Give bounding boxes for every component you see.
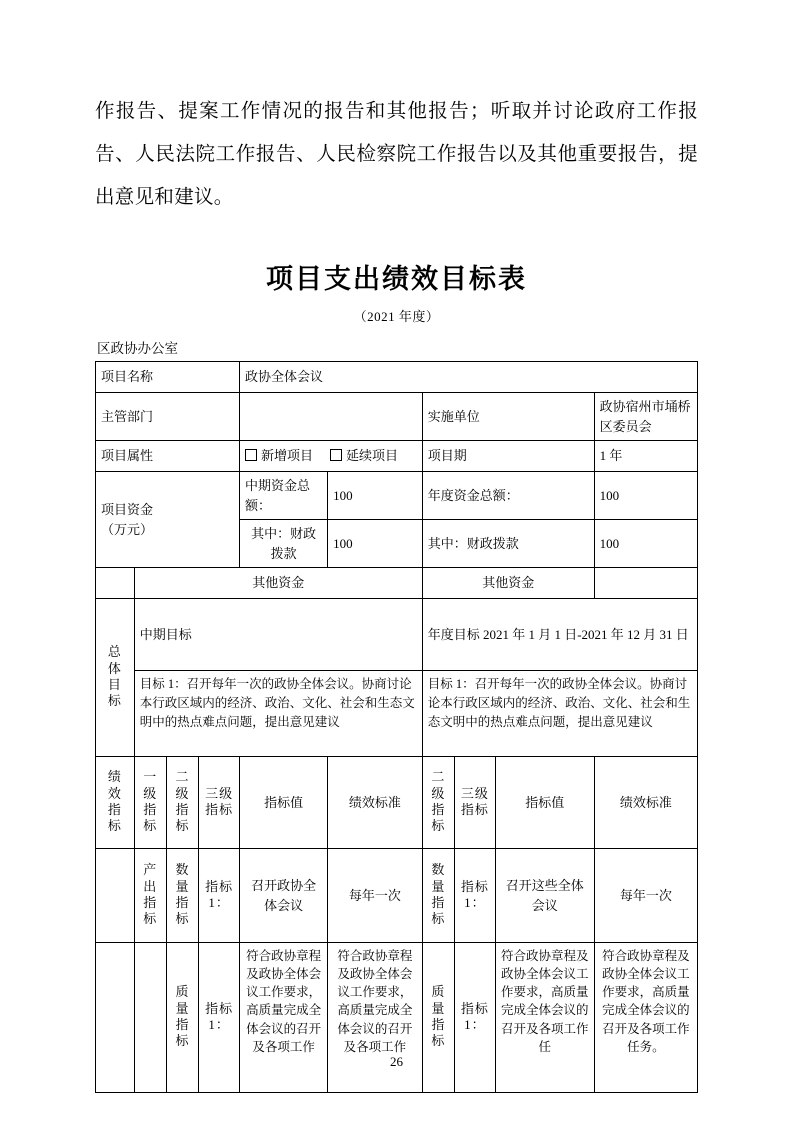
department-label: 主管部门 xyxy=(96,393,240,441)
table-row xyxy=(96,849,698,943)
table-row xyxy=(96,943,698,1093)
empty-cell xyxy=(594,568,697,599)
overall-goal-label xyxy=(96,599,135,757)
row1-level3 xyxy=(199,943,240,1093)
empty-cell xyxy=(96,849,135,943)
table-row xyxy=(96,472,698,520)
row0-level2-b xyxy=(422,849,454,943)
project-funds-title: 项目资金 xyxy=(101,502,154,517)
project-name-value: 政协全体会议 xyxy=(240,362,698,393)
row0-level2 xyxy=(166,849,198,943)
page-subtitle: （2021 年度） xyxy=(353,309,440,324)
row0-level3 xyxy=(199,849,240,943)
table-row xyxy=(96,393,698,441)
page-number: 26 xyxy=(390,1054,403,1069)
project-attribute-label: 项目属性 xyxy=(96,441,240,472)
year-goal-label: 年度目标 2021 年 1 月 1 日-2021 年 12 月 31 日 xyxy=(422,599,697,671)
other-funds-left: 其他资金 xyxy=(134,568,422,599)
goal1-left: 目标 1：召开每年一次的政协全体会议。协商讨论本行政区域内的经济、政治、文化、社会和生态文明中的热点难点问题，提出意见建议 xyxy=(134,671,422,757)
row0-level2-b-text: 数量指标 xyxy=(431,862,446,927)
col-level2-b xyxy=(422,757,454,849)
mid-fiscal-value: 100 xyxy=(328,520,423,568)
row0-level1-text: 产出指标 xyxy=(143,862,158,927)
empty-cell xyxy=(96,568,135,599)
col-level1 xyxy=(134,757,166,849)
col-level3-text: 三级指标 xyxy=(205,785,234,817)
row0-standard-b: 每年一次 xyxy=(594,849,697,943)
organization-name: 区政协办公室 xyxy=(97,341,178,356)
row0-level2-text: 数量指标 xyxy=(175,862,190,927)
project-period-label: 项目期 xyxy=(422,441,594,472)
col-standard-b: 绩效标准 xyxy=(594,757,697,849)
mid-total-label: 中期资金总额： xyxy=(240,472,328,520)
checkbox-continue-project-label: 延续项目 xyxy=(346,448,399,464)
row1-value: 符合政协章程及政协全体会议工作要求，高质量完成全体会议的召开及各项工作 xyxy=(240,943,328,1093)
col-level3-b-text: 三级指标 xyxy=(460,785,489,817)
overall-goal-label-text: 总体目标 xyxy=(107,644,122,709)
checkbox-new-project-label: 新增项目 xyxy=(261,448,314,464)
row1-level3-text: 指标 1： xyxy=(205,1000,234,1032)
page-title: 项目支出绩效目标表 xyxy=(266,264,527,295)
performance-goal-table xyxy=(95,361,698,1093)
row1-level2-b-text: 质量指标 xyxy=(431,984,446,1049)
body-paragraph: 作报告、提案工作情况的报告和其他报告；听取并讨论政府工作报告、人民法院工作报告、人民检察院工作报告以及其他重要报告，提出意见和建议。 xyxy=(95,101,698,208)
col-value-b: 指标值 xyxy=(495,757,594,849)
implement-unit-label: 实施单位 xyxy=(422,393,594,441)
year-fiscal-label: 其中：财政拨款 xyxy=(422,520,594,568)
col-level1-text: 一级指标 xyxy=(143,769,158,834)
col-level2-text: 二级指标 xyxy=(175,769,190,834)
implement-unit-value: 政协宿州市埇桥区委员会 xyxy=(594,393,697,441)
year-fiscal-value: 100 xyxy=(594,520,697,568)
project-period-value: 1 年 xyxy=(594,441,697,472)
goal1-right: 目标 1：召开每年一次的政协全体会议。协商讨论本行政区域内的经济、政治、文化、社会和生态文明中的热点难点问题，提出意见建议 xyxy=(422,671,697,757)
other-funds-right: 其他资金 xyxy=(422,568,594,599)
project-attribute-options xyxy=(240,441,423,472)
col-value: 指标值 xyxy=(240,757,328,849)
table-header-row xyxy=(96,757,698,849)
table-row xyxy=(96,362,698,393)
mid-goal-label: 中期目标 xyxy=(134,599,422,671)
row1-level2-b xyxy=(422,943,454,1093)
row1-standard: 符合政协章程及政协全体会议工作要求，高质量完成全体会议的召开及各项工作 xyxy=(328,943,423,1093)
perf-indicator-label-text: 绩效指标 xyxy=(107,769,122,834)
project-funds-unit: （万元） xyxy=(101,521,154,537)
checkbox-new-project[interactable] xyxy=(245,449,257,461)
mid-fiscal-label: 其中：财政拨款 xyxy=(240,520,328,568)
row0-level3-b xyxy=(454,849,495,943)
row1-level2-text: 质量指标 xyxy=(175,984,190,1049)
checkbox-continue-project[interactable] xyxy=(330,449,342,461)
row0-level1 xyxy=(134,849,166,943)
year-total-value: 100 xyxy=(594,472,697,520)
row1-level2 xyxy=(166,943,198,1093)
table-row xyxy=(96,441,698,472)
col-level3 xyxy=(199,757,240,849)
row1-standard-b: 符合政协章程及政协全体会议工作要求，高质量完成全体会议的召开及各项工作任务。 xyxy=(594,943,697,1093)
mid-total-value: 100 xyxy=(328,472,423,520)
perf-indicator-label xyxy=(96,757,135,849)
col-level3-b xyxy=(454,757,495,849)
empty-cell xyxy=(96,943,135,1093)
row1-level3-b xyxy=(454,943,495,1093)
row1-level1 xyxy=(134,943,166,1093)
row0-value: 召开政协全体会议 xyxy=(240,849,328,943)
project-name-label: 项目名称 xyxy=(96,362,240,393)
col-level2-b-text: 二级指标 xyxy=(431,769,446,834)
col-level2 xyxy=(166,757,198,849)
table-row xyxy=(96,599,698,671)
row0-level3-text: 指标 1： xyxy=(205,878,234,910)
row1-value-b: 符合政协章程及政协全体会议工作要求，高质量完成全体会议的召开及各项工作任 xyxy=(495,943,594,1093)
row0-level3-b-text: 指标 1： xyxy=(460,878,489,910)
col-standard: 绩效标准 xyxy=(328,757,423,849)
table-row xyxy=(96,671,698,757)
row1-level3-b-text: 指标 1： xyxy=(460,1000,489,1032)
project-funds-label xyxy=(96,472,240,568)
year-total-label: 年度资金总额： xyxy=(422,472,594,520)
row0-value-b: 召开这些全体会议 xyxy=(495,849,594,943)
row0-standard: 每年一次 xyxy=(328,849,423,943)
table-row xyxy=(96,568,698,599)
department-value xyxy=(240,393,423,441)
